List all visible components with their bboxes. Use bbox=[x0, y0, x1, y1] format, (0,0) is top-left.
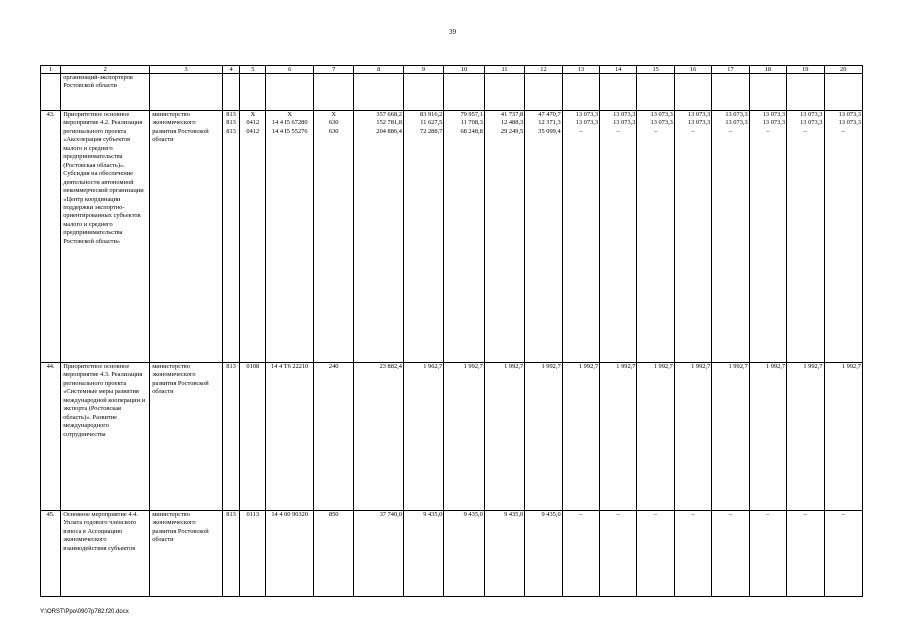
expense-value-line: – bbox=[579, 511, 583, 518]
responsible-executor: министерство экономического развития Ростовской области bbox=[150, 363, 223, 511]
expense-value bbox=[444, 511, 484, 597]
expense-value bbox=[484, 511, 524, 597]
expense-value-line: 357 668,2 bbox=[376, 111, 402, 118]
expense-value-line: – bbox=[691, 511, 695, 518]
responsible-executor: министерство экономического развития Ростовской области bbox=[150, 511, 223, 597]
column-number-header: 20 bbox=[824, 66, 863, 74]
expense-value-line: 37 740,0 bbox=[379, 511, 402, 518]
vr-code bbox=[313, 363, 353, 511]
expense-value bbox=[637, 363, 674, 511]
page-number: 39 bbox=[449, 28, 456, 36]
grbs-code-line: 813 bbox=[226, 111, 236, 118]
rzpr-code-line: 0412 bbox=[246, 119, 260, 127]
column-number-header: 3 bbox=[150, 66, 223, 74]
csr-code-line: 14 4 T6 22210 bbox=[271, 363, 309, 370]
expense-value-line: 13 073,3 bbox=[800, 111, 823, 118]
table-row bbox=[41, 511, 863, 597]
expense-value-line: 13 073,3 bbox=[687, 111, 711, 118]
expense-value-line: 29 249,5 bbox=[500, 127, 524, 135]
expense-value-line: 9 435,0 bbox=[463, 511, 483, 518]
column-number-header: 19 bbox=[787, 66, 824, 74]
expense-value-line: – bbox=[803, 127, 807, 135]
expense-value-line: 9 435,0 bbox=[423, 511, 443, 518]
expense-value-line: 204 886,4 bbox=[376, 127, 402, 135]
row-number: 43. bbox=[41, 111, 61, 363]
carryover-row bbox=[41, 74, 863, 111]
expense-value-line: 68 248,8 bbox=[460, 127, 483, 135]
column-number-header: 13 bbox=[562, 66, 599, 74]
grbs-code bbox=[222, 111, 239, 363]
expense-value-line: 23 882,4 bbox=[379, 363, 402, 370]
expense-value-line: 13 073,3 bbox=[838, 119, 861, 127]
column-number-header: 12 bbox=[525, 66, 562, 74]
footer-file-path: Y:\ORST\Ppo\0907p782.f20.docx bbox=[40, 609, 129, 615]
measure-name: Приоритетное основное мероприятие 4.3. Реализация регионального проекта «Системные меры развития международной кооперации и экспорта (Ростовская область)». Развитие международного сотрудничества bbox=[61, 363, 150, 511]
expense-value bbox=[354, 111, 404, 363]
column-number-header: 6 bbox=[266, 66, 314, 74]
rzpr-code bbox=[240, 363, 266, 511]
expense-value-line: – bbox=[728, 511, 733, 518]
column-number-header: 9 bbox=[403, 66, 443, 74]
column-number-header: 7 bbox=[313, 66, 353, 74]
expense-value bbox=[484, 363, 524, 511]
expense-value bbox=[824, 363, 863, 511]
carryover-num bbox=[41, 74, 61, 111]
expense-value bbox=[403, 511, 443, 597]
csr-code-line: 14 4 I5 55276 bbox=[271, 127, 308, 135]
rzpr-code bbox=[240, 111, 266, 363]
expense-value bbox=[787, 363, 824, 511]
expense-value bbox=[562, 363, 599, 511]
csr-code-line: 14 4 00 90320 bbox=[271, 511, 309, 518]
column-number-header: 2 bbox=[61, 66, 150, 74]
expense-value-line: – bbox=[654, 127, 658, 135]
expense-value-line: 41 737,8 bbox=[500, 111, 524, 118]
expense-value bbox=[600, 363, 637, 511]
expense-value bbox=[824, 511, 863, 597]
vr-code bbox=[313, 111, 353, 363]
expense-value-line: 47 470,7 bbox=[538, 111, 561, 118]
column-number-header: 5 bbox=[240, 66, 266, 74]
expense-value-line: 13 073,3 bbox=[762, 111, 786, 118]
measure-name: Основное мероприятие 4.4. Уплата годового членского взноса в Ассоциацию экономического взаимодействия субъектов bbox=[61, 511, 150, 597]
rzpr-code-line: 0113 bbox=[246, 511, 260, 518]
expense-value-line: 13 073,3 bbox=[575, 119, 599, 127]
measure-name: Приоритетное основное мероприятие 4.2. Реализация регионального проекта «Акселерация субъектов малого и среднего предпринимательства (Ростовская область)». Субсидия на обеспечение деятельности автономной некоммерческой организации «Центр координации поддержки экспортно-ориентированных субъектов малого и среднего предпринимательства Ростовской области» bbox=[61, 111, 150, 363]
expense-value-line: 13 073,3 bbox=[687, 119, 711, 127]
csr-code bbox=[266, 111, 314, 363]
expense-value-line: 1 992,7 bbox=[616, 363, 636, 370]
expense-value-line: 83 916,2 bbox=[420, 111, 443, 118]
expense-value-line: 9 435,0 bbox=[504, 511, 524, 518]
expense-value bbox=[354, 511, 404, 597]
expense-value bbox=[403, 363, 443, 511]
expense-value bbox=[712, 111, 749, 363]
expense-value bbox=[674, 111, 711, 363]
vr-code-line: 630 bbox=[328, 119, 339, 127]
expense-value bbox=[637, 511, 674, 597]
expense-value-line: 1 992,7 bbox=[541, 363, 561, 370]
rzpr-code bbox=[240, 511, 266, 597]
expense-value-line: 1 992,7 bbox=[653, 363, 673, 370]
expense-value-line: 13 073,3 bbox=[650, 111, 673, 118]
expense-value-line: 13 073,3 bbox=[650, 119, 673, 127]
expense-value bbox=[444, 111, 484, 363]
expense-value bbox=[600, 511, 637, 597]
column-number-header: 15 bbox=[637, 66, 674, 74]
vr-code-line: 850 bbox=[328, 511, 339, 518]
expense-value bbox=[354, 363, 404, 511]
expense-value-line: 1 992,7 bbox=[728, 363, 748, 370]
expense-value-line: 13 073,3 bbox=[575, 111, 599, 118]
expense-value-line: 11 627,5 bbox=[420, 119, 443, 127]
expense-value-line: 1 992,7 bbox=[765, 363, 786, 370]
expense-value bbox=[749, 363, 786, 511]
expense-value-line: – bbox=[841, 127, 845, 135]
rzpr-code-line: 0108 bbox=[246, 363, 260, 370]
column-number-header: 8 bbox=[354, 66, 404, 74]
expense-value-line: 35 099,4 bbox=[538, 127, 561, 135]
expense-value bbox=[712, 511, 749, 597]
expense-value-line: 13 073,3 bbox=[725, 119, 748, 127]
table-row bbox=[41, 111, 863, 363]
expense-value-line: 1 992,7 bbox=[578, 363, 599, 370]
expense-value-line: – bbox=[841, 511, 845, 518]
grbs-code-line: 813 bbox=[226, 363, 236, 370]
header-row bbox=[41, 66, 863, 74]
expense-value bbox=[562, 511, 599, 597]
expense-value-line: – bbox=[766, 511, 770, 518]
expense-value-line: 12 371,3 bbox=[538, 119, 561, 127]
expense-value bbox=[444, 363, 484, 511]
expense-value-line: 13 073,3 bbox=[800, 119, 823, 127]
expense-value-line: 1 992,7 bbox=[691, 363, 711, 370]
rzpr-code-line: X bbox=[250, 111, 256, 118]
expense-value bbox=[562, 111, 599, 363]
column-number-header: 14 bbox=[600, 66, 637, 74]
vr-code bbox=[313, 511, 353, 597]
table-row bbox=[41, 363, 863, 511]
expense-value-line: – bbox=[803, 511, 807, 518]
expense-value-line: 1 962,7 bbox=[423, 363, 443, 370]
expense-value-line: 72 288,7 bbox=[420, 127, 443, 135]
expense-value-line: 1 992,7 bbox=[841, 363, 861, 370]
expense-value bbox=[600, 111, 637, 363]
grbs-code-line: 813 bbox=[226, 511, 236, 518]
rzpr-code-line: 0412 bbox=[246, 127, 260, 135]
expense-value-line: 13 073,3 bbox=[838, 111, 861, 118]
expense-value-line: 12 488,3 bbox=[500, 119, 524, 127]
expense-value bbox=[787, 111, 824, 363]
row-number: 45. bbox=[41, 511, 61, 597]
expense-value-line: 13 073,3 bbox=[613, 119, 636, 127]
row-number: 44. bbox=[41, 363, 61, 511]
expense-value-line: 1 992,7 bbox=[463, 363, 483, 370]
grbs-code-line: 813 bbox=[226, 119, 236, 127]
expense-value-line: 1 992,7 bbox=[803, 363, 823, 370]
expense-value bbox=[824, 111, 863, 363]
expense-value bbox=[674, 511, 711, 597]
column-number-header: 10 bbox=[444, 66, 484, 74]
vr-code-line: 240 bbox=[328, 363, 339, 370]
expense-value-line: – bbox=[728, 127, 733, 135]
table-body bbox=[41, 66, 863, 597]
budget-table bbox=[40, 65, 863, 597]
expense-value-line: – bbox=[616, 511, 620, 518]
vr-code-line: 630 bbox=[328, 127, 339, 135]
expense-value-line: – bbox=[654, 511, 658, 518]
expense-value bbox=[674, 363, 711, 511]
expense-value-line: 1 992,7 bbox=[504, 363, 524, 370]
expense-value-line: – bbox=[766, 127, 770, 135]
expense-value-line: 11 708,3 bbox=[460, 119, 483, 127]
expense-value bbox=[712, 363, 749, 511]
carryover-text: организаций-экспортеров Ростовской области bbox=[61, 74, 150, 111]
expense-value bbox=[749, 511, 786, 597]
expense-value-line: 13 073,3 bbox=[613, 111, 636, 118]
column-number-header: 1 bbox=[41, 66, 61, 74]
expense-value bbox=[525, 363, 562, 511]
expense-value bbox=[484, 111, 524, 363]
column-number-header: 18 bbox=[749, 66, 786, 74]
csr-code bbox=[266, 363, 314, 511]
grbs-code bbox=[222, 511, 239, 597]
responsible-executor: министерство экономического развития Ростовской области bbox=[150, 111, 223, 363]
column-number-header: 4 bbox=[222, 66, 239, 74]
column-number-header: 16 bbox=[674, 66, 711, 74]
grbs-code-line: 813 bbox=[226, 127, 236, 135]
csr-code-line: 14 4 I5 67280 bbox=[271, 119, 308, 127]
vr-code-line: X bbox=[331, 111, 336, 118]
column-number-header: 17 bbox=[712, 66, 749, 74]
grbs-code bbox=[222, 363, 239, 511]
column-number-header: 11 bbox=[484, 66, 524, 74]
expense-value bbox=[525, 111, 562, 363]
expense-value bbox=[787, 511, 824, 597]
expense-value-line: 13 073,3 bbox=[725, 111, 748, 118]
expense-value-line: 152 781,8 bbox=[376, 119, 402, 127]
expense-value-line: – bbox=[579, 127, 583, 135]
expense-value-line: 13 073,3 bbox=[762, 119, 786, 127]
expense-value bbox=[525, 511, 562, 597]
csr-code bbox=[266, 511, 314, 597]
expense-value bbox=[749, 111, 786, 363]
expense-value-line: 79 957,1 bbox=[460, 111, 483, 118]
expense-value bbox=[637, 111, 674, 363]
expense-value-line: – bbox=[691, 127, 695, 135]
expense-value-line: 9 435,0 bbox=[541, 511, 561, 518]
csr-code-line: X bbox=[287, 111, 293, 118]
expense-value bbox=[403, 111, 443, 363]
expense-value-line: – bbox=[616, 127, 620, 135]
